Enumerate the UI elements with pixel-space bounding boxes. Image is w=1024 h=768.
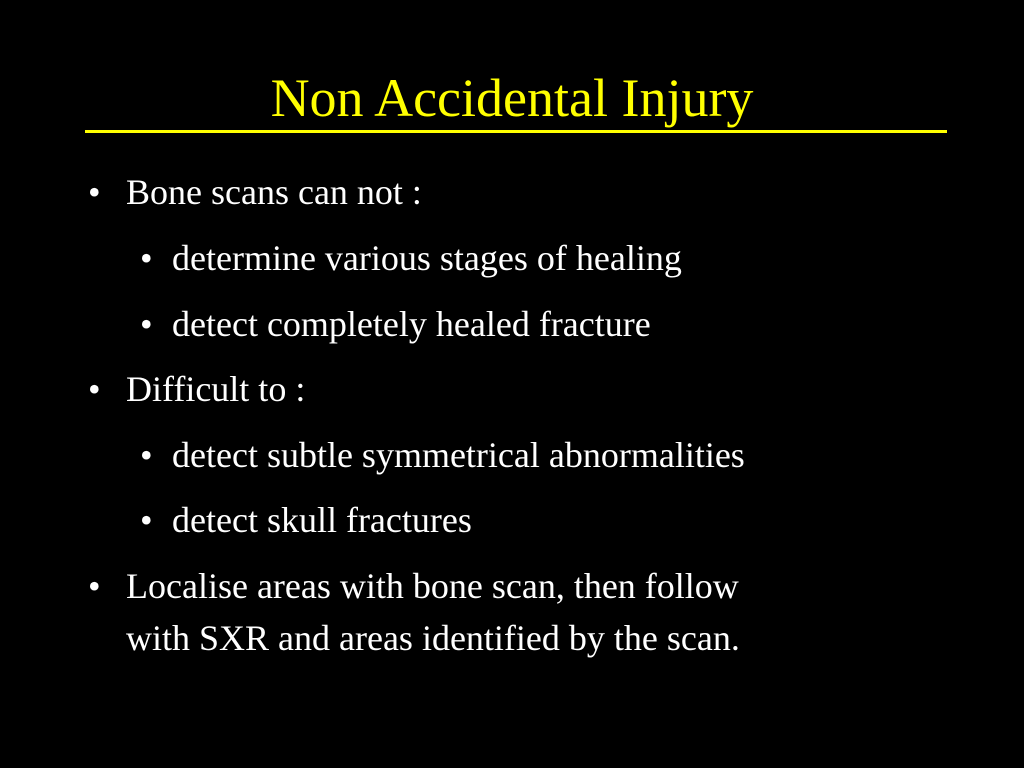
bullet-dot-icon: • bbox=[140, 304, 153, 344]
bullet-text-continuation: with SXR and areas identified by the scan. bbox=[126, 618, 740, 658]
slide-title: Non Accidental Injury bbox=[270, 68, 754, 128]
bullet-text: determine various stages of healing bbox=[172, 238, 682, 278]
bullet-text: Localise areas with bone scan, then follow bbox=[126, 566, 739, 606]
bullet-text: detect skull fractures bbox=[172, 500, 472, 540]
bullet-dot-icon: • bbox=[140, 238, 153, 278]
bullet-text: detect completely healed fracture bbox=[172, 304, 651, 344]
bullet-text: Bone scans can not : bbox=[126, 172, 422, 212]
bullet-dot-icon: • bbox=[88, 172, 101, 212]
bullet-dot-icon: • bbox=[88, 369, 101, 409]
bullet-dot-icon: • bbox=[88, 566, 101, 606]
bullet-dot-icon: • bbox=[140, 435, 153, 475]
bullet-text: Difficult to : bbox=[126, 369, 306, 409]
bullet-text: detect subtle symmetrical abnormalities bbox=[172, 435, 745, 475]
bullet-dot-icon: • bbox=[140, 500, 153, 540]
